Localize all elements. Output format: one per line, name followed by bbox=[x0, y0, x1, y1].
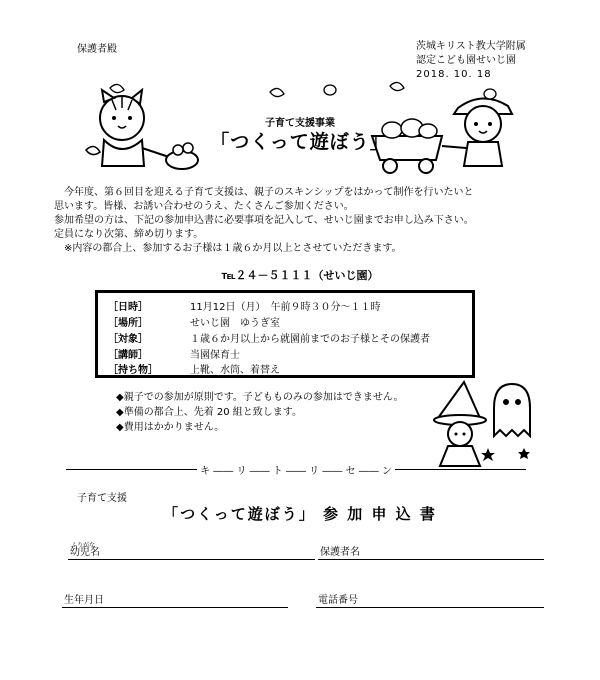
guardian-name-field[interactable] bbox=[318, 545, 544, 560]
notes-list bbox=[116, 390, 404, 435]
detail-label: ［講師］ bbox=[108, 350, 148, 361]
org-name-line1: 茨城キリスト教大学附属 bbox=[416, 41, 526, 52]
phone-field[interactable] bbox=[316, 593, 544, 608]
detail-label: ［対象］ bbox=[108, 334, 148, 345]
form-program-name: 子育て支援 bbox=[77, 493, 127, 504]
guardian-name-label: 保護者名 bbox=[320, 547, 360, 558]
detail-row-date bbox=[108, 298, 380, 313]
note-item: ◆親子での参加が原則です。子どもものみの参加はできません。 bbox=[116, 392, 404, 403]
cut-line bbox=[66, 463, 526, 475]
event-details-box bbox=[95, 290, 475, 378]
furigana-label: ふりがな bbox=[71, 542, 96, 549]
intro-line: 参加希望の方は、下記の参加申込書に必要事項を記入して、せいじ園までお申し込み下さい。 bbox=[54, 215, 474, 226]
detail-value: １歳６か月以上から就園前までのお子様とその保護者 bbox=[190, 334, 430, 345]
detail-value: 11月12日（月） 午前９時３０分～１１時 bbox=[190, 302, 381, 313]
intro-line: 思います。皆様、お誘い合わせのうえ、たくさんご参加ください。 bbox=[54, 201, 354, 212]
detail-value: せいじ園 ゆうぎ室 bbox=[190, 318, 280, 329]
detail-label: ［日時］ bbox=[108, 302, 148, 313]
intro-line: ※内容の都合上、参加するお子様は１歳６か月以上とさせていただきます。 bbox=[54, 243, 402, 254]
detail-value: 当園保育士 bbox=[190, 350, 240, 361]
child-name-field[interactable] bbox=[68, 545, 315, 560]
leaves-decoration bbox=[90, 78, 510, 108]
witch-and-ghost-illustration bbox=[428, 378, 538, 468]
program-name: 子育て支援事業 bbox=[265, 118, 335, 129]
detail-row-place bbox=[108, 314, 280, 329]
event-title: 「つくって遊ぼう」 bbox=[210, 131, 390, 153]
note-item: ◆費用はかかりません。 bbox=[116, 422, 225, 433]
form-title: 「つくって遊ぼう」 参 加 申 込 書 bbox=[163, 505, 437, 523]
cut-line-label: キ ―― リ ―― ト ―― リ ―― セ ―― ン bbox=[197, 466, 395, 477]
intro-text bbox=[54, 186, 474, 256]
birthdate-field[interactable] bbox=[62, 593, 288, 608]
detail-label: ［場所］ bbox=[108, 318, 148, 329]
detail-row-belongings bbox=[108, 361, 280, 376]
child-name-label: 幼児名 bbox=[70, 547, 100, 558]
detail-row-target bbox=[108, 330, 430, 345]
birthdate-label: 生年月日 bbox=[64, 595, 104, 606]
note-item: ◆準備の都合上、先着 20 組と致します。 bbox=[116, 407, 302, 418]
detail-row-instructor bbox=[108, 346, 240, 361]
phone-number: ℡２４－５１１１（せいじ園） bbox=[221, 269, 379, 282]
detail-value: 上靴、水筒、着替え bbox=[190, 365, 280, 376]
addressee: 保護者殿 bbox=[77, 44, 117, 55]
intro-line: 定員になり次第、締め切ります。 bbox=[54, 229, 204, 240]
org-name-line2: 認定こども園せいじ園 bbox=[416, 55, 516, 66]
phone-label: 電話番号 bbox=[318, 595, 358, 606]
intro-line: 今年度、第６回目を迎える子育て支援は、親子のスキンシップをはかって制作を行いたいと bbox=[54, 187, 474, 198]
detail-label: ［持ち物］ bbox=[108, 365, 158, 376]
issue-date: 2018. 10. 18 bbox=[416, 69, 492, 80]
organization-block bbox=[416, 40, 526, 82]
